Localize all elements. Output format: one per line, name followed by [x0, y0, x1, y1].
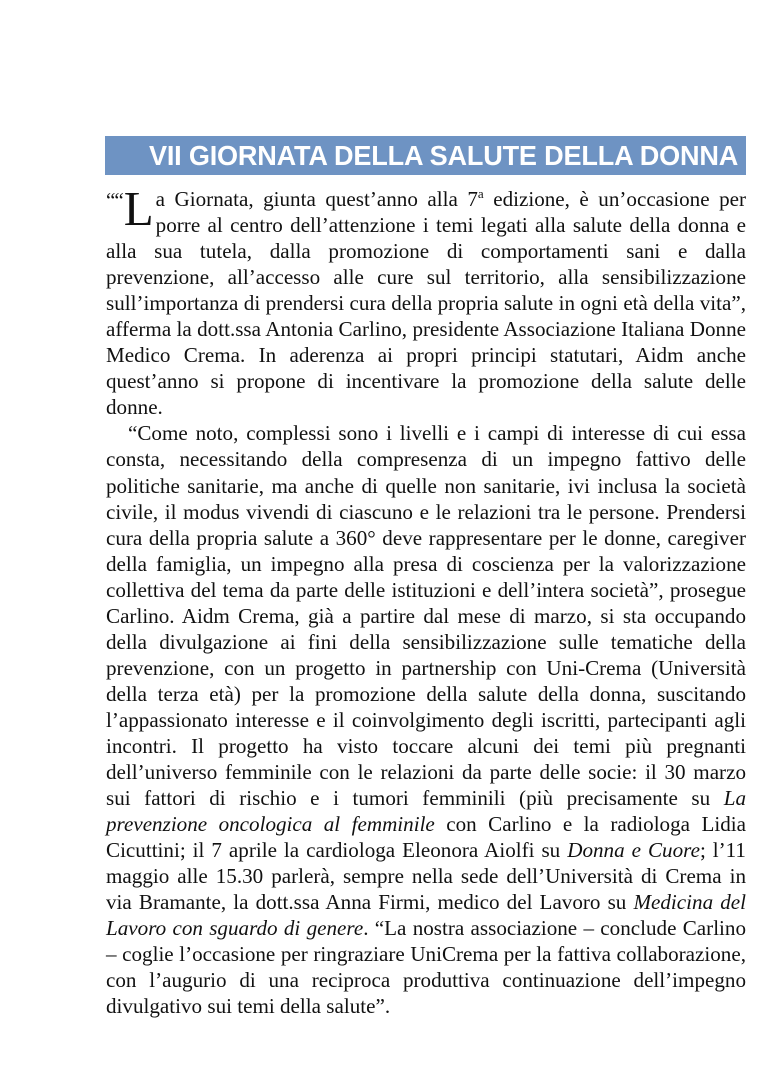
- article-paragraph-1: [106, 181, 747, 420]
- dropcap-letter: L: [123, 181, 154, 236]
- italic-title: La prevenzione oncologica al femminile: [106, 786, 746, 837]
- body-text-run: “Come noto, complessi sono i livelli e i campi di interesse di cui essa consta, necessitando della compresenza di un impegno fattivo delle politiche sanitarie, ma anche di quelle non sanitarie, ivi inclusa la società civile, il modus vivendi di ciascuno e le relazioni tra le persone. Prendersi cura della propria salute a 360° deve rappresentare per le donne, caregiver della famiglia, un impegno alla presa di coscienza per la valorizzazione collettiva del tema da parte delle istituzioni e dell’intera società”, prosegue Carlino. Aidm Crema, già a partire dal mese di marzo, si sta occupando della divulgazione ai fini della sensibilizzazione sulle tematiche della prevenzione, con un progetto in partnership con Uni-Crema (Università della terza età) per la promozione della salute della donna, suscitando l’appassionato interesse e il coinvolgimento degli iscritti, partecipanti agli incontri. Il progetto ha visto toccare alcuni dei temi più pregnanti dell’universo femminile con le relazioni da parte delle socie: il 30 marzo sui fattori di rischio e i tumori femminili (più precisamente su: [106, 421, 746, 811]
- body-text-run: edizione, è un’occasione per porre al centro dell’attenzione i temi legati alla salute della donna e alla sua tutela, dalla promozione di comportamenti sani e dalla prevenzione, all’accesso alle cure sul territorio, alla sensibilizzazione sull’importanza di prendersi cura della propria salute in ogni età della vita”, afferma la dott.ssa Antonia Carlino, presidente Associazione Italiana Donne Medico Crema. In aderenza ai propri principi statutari, Aidm anche quest’anno si propone di incentivare la promozione della salute delle donne.: [106, 187, 747, 420]
- article-paragraph-2: [106, 420, 746, 1019]
- article-banner-headline: [105, 136, 746, 175]
- italic-title: Medicina del Lavoro con sguardo di genere: [106, 890, 746, 941]
- dropcap-open-quote: ““: [106, 188, 123, 212]
- article-body: [106, 181, 747, 1020]
- body-text-run: ; l’11 maggio alle 15.30 parlerà, sempre nella sede dell’Università di Crema in via Bramante, la dott.ssa Anna Firmi, medico del Lavoro su: [106, 838, 746, 915]
- italic-title: Donna e Cuore: [567, 838, 700, 863]
- body-text-run: . “La nostra associazione – conclude Carlino – coglie l’occasione per ringraziare UniCrema per la fattiva collaborazione, con l’augurio di una reciproca produttiva continuazione dell’impegno divulgativo sui temi della salute”.: [106, 916, 747, 1019]
- body-text-run: con Carlino e la radiologa Lidia Cicuttini; il 7 aprile la cardiologa Eleonora Aiolfi su: [106, 812, 746, 863]
- banner-title-text: VII GIORNATA DELLA SALUTE DELLA DONNA: [148, 139, 738, 171]
- body-text-run: a Giornata, giunta quest’anno alla 7: [155, 187, 478, 211]
- ordinal-superscript: a: [477, 185, 484, 201]
